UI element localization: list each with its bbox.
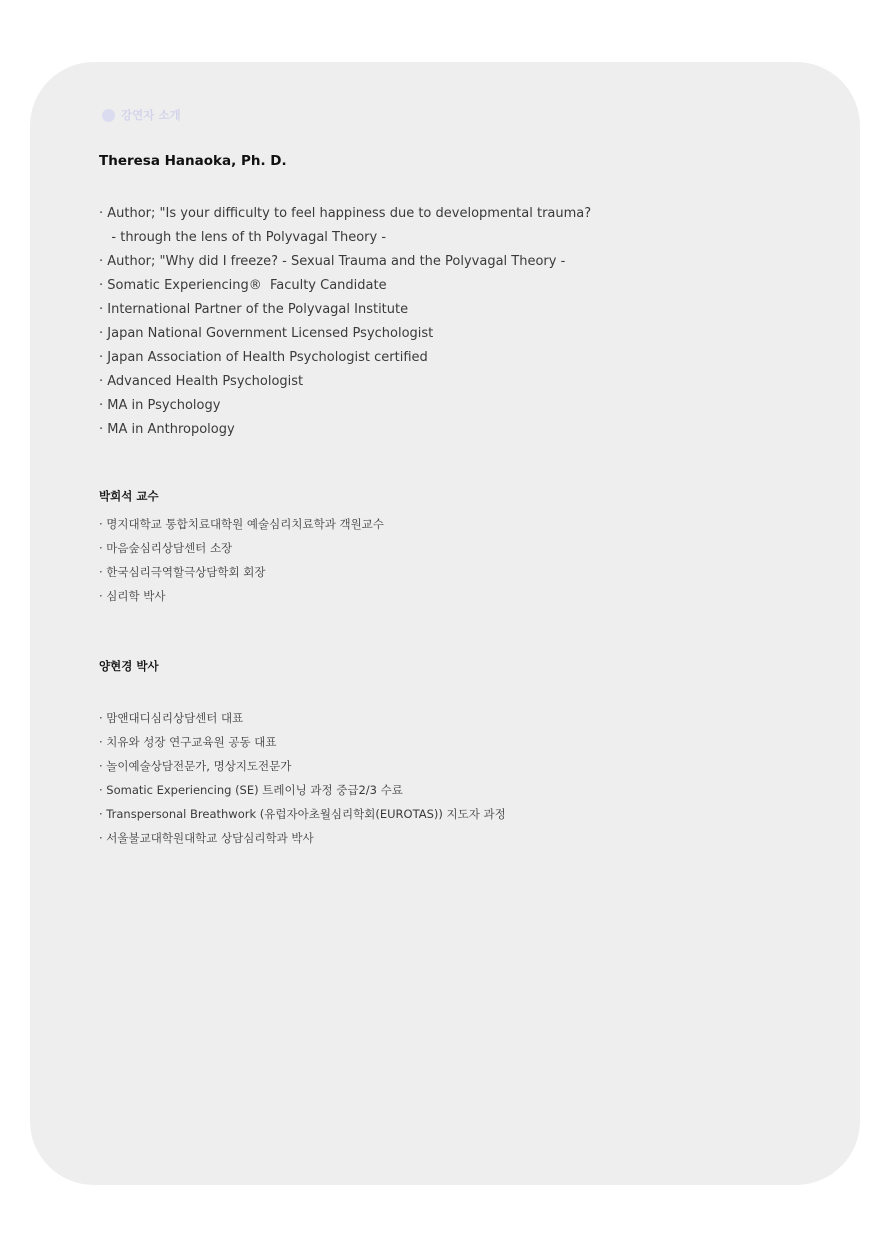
bio-item: · 서울불교대학원대학교 상담심리학과 박사	[99, 831, 314, 845]
section-tag	[102, 107, 181, 123]
speaker-theresa-hanaoka	[99, 152, 591, 442]
speaker-intro-card	[30, 62, 860, 1185]
bio-item: · Author; "Is your difficulty to feel happiness due to developmental trauma?	[99, 206, 592, 221]
bio-item: · Author; "Why did I freeze? - Sexual Trauma and the Polyvagal Theory -	[99, 254, 566, 269]
speaker-name: 박희석 교수	[99, 489, 159, 503]
speaker-park-heeseok	[99, 488, 384, 608]
bio-item: · 맘앤대디심리상담센터 대표	[99, 711, 244, 725]
bio-item: · MA in Psychology	[99, 398, 221, 413]
bio-item: - through the lens of th Polyvagal Theory -	[99, 230, 387, 245]
bio-item: · 치유와 성장 연구교육원 공동 대표	[99, 735, 277, 749]
bio-item: · 한국심리극역할극상담학회 회장	[99, 565, 266, 579]
bio-item: · Japan Association of Health Psychologist certified	[99, 350, 428, 365]
bio-item: · International Partner of the Polyvagal Institute	[99, 302, 409, 317]
bio-item: · Advanced Health Psychologist	[99, 374, 304, 389]
speaker-bio-list	[99, 202, 591, 442]
bio-item: · Somatic Experiencing (SE) 트레이닝 과정 중급2/3 수료	[99, 783, 403, 797]
speaker-bio-list	[99, 512, 384, 608]
bio-item: · 놀이예술상담전문가, 명상지도전문가	[99, 759, 292, 773]
bio-item: · Japan National Government Licensed Psychologist	[99, 326, 434, 341]
bio-item: · 명지대학교 통합치료대학원 예술심리치료학과 객원교수	[99, 517, 384, 531]
speaker-yang-hyunkyung	[99, 658, 506, 850]
bio-item: · Transpersonal Breathwork (유럽자아초월심리학회(EUROTAS)) 지도자 과정	[99, 807, 506, 821]
speaker-name: Theresa Hanaoka, Ph. D.	[99, 153, 287, 169]
speaker-name: 양현경 박사	[99, 659, 159, 673]
section-label: 강연자 소개	[121, 108, 181, 122]
section-dot-icon	[102, 109, 115, 122]
bio-item: · Somatic Experiencing® Faculty Candidate	[99, 278, 387, 293]
speaker-bio-list	[99, 706, 506, 850]
bio-item: · MA in Anthropology	[99, 422, 235, 437]
bio-item: · 마음숲심리상담센터 소장	[99, 541, 233, 555]
bio-item: · 심리학 박사	[99, 589, 166, 603]
